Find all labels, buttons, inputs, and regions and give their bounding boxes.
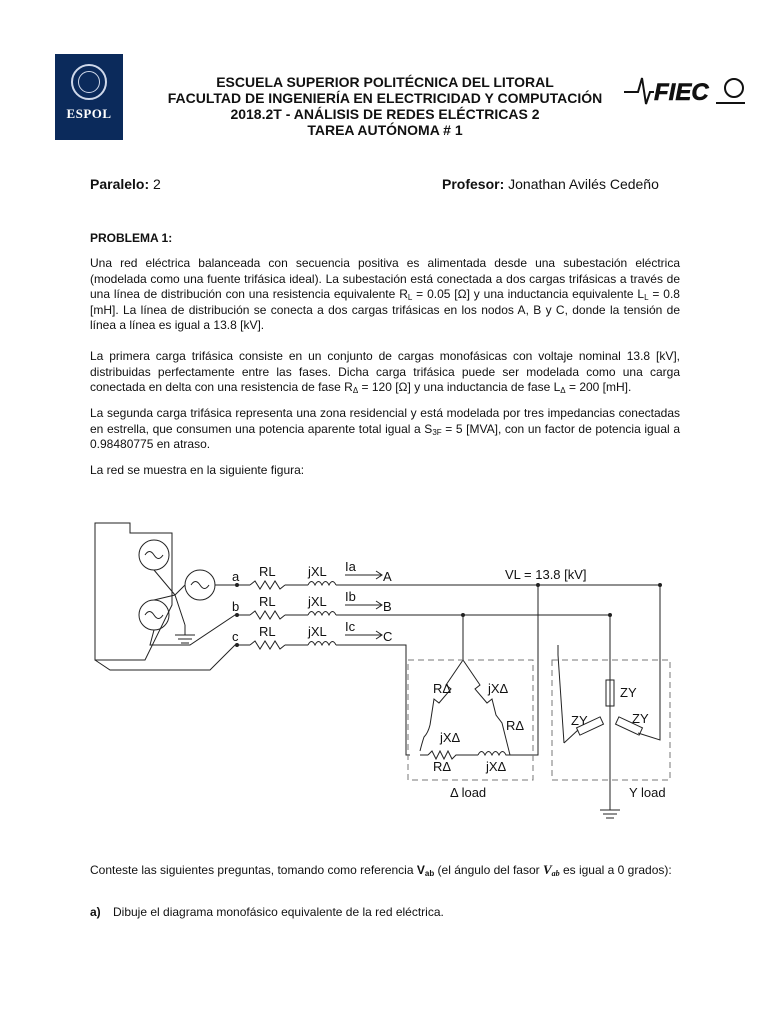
jxl-b-label: jXL [308, 594, 327, 609]
circuit-diagram [90, 505, 690, 825]
fiec-emblem-icon [725, 79, 743, 97]
rd-right-label: RΔ [506, 718, 525, 733]
question-a [90, 905, 444, 919]
zy-left-label: ZY [571, 713, 588, 728]
xl-a-inductor-icon [308, 582, 336, 586]
rd-bottom-label: RΔ [433, 759, 452, 774]
paralelo-value: 2 [153, 176, 161, 192]
jxd-left-label: jXΔ [440, 730, 461, 745]
xl-b-inductor-icon [308, 612, 336, 616]
header-course: 2018.2T - ANÁLISIS DE REDES ELÉCTRICAS 2 [230, 106, 540, 122]
rd-left-label: RΔ [433, 681, 452, 696]
vl-label: VL = 13.8 [kV] [505, 567, 587, 582]
rl-a-label: RL [259, 564, 276, 579]
rl-c-label: RL [259, 624, 276, 639]
ia-label: Ia [345, 559, 356, 574]
zy-right-label: ZY [632, 711, 649, 726]
node-b-label: b [232, 599, 240, 614]
problem-paragraph-4: La red se muestra en la siguiente figura: [90, 463, 305, 477]
espol-seal-icon [71, 64, 107, 100]
rl-b-resistor-icon [250, 611, 285, 619]
fiec-logo-text: FIEC [654, 79, 709, 106]
paralelo-label: Paralelo: [90, 176, 150, 192]
y-load-label: Y load [629, 785, 666, 800]
rl-a-resistor-icon [250, 581, 285, 589]
jxd-bottom-label: jXΔ [486, 759, 507, 774]
node-c-label: c [232, 629, 239, 644]
jxl-c-label: jXL [308, 624, 327, 639]
profesor-field [442, 176, 659, 192]
rl-b-label: RL [259, 594, 276, 609]
jxd-right-label: jXΔ [488, 681, 509, 696]
problem-title: PROBLEMA 1: [90, 231, 173, 245]
delta-bottom-resistor-icon [428, 751, 478, 759]
node-B-label: B [383, 599, 392, 614]
paralelo-field [90, 176, 161, 192]
ic-label: Ic [345, 619, 356, 634]
node-A-label: A [383, 569, 392, 584]
questions-intro: Conteste las siguientes preguntas, tomando como referencia $V_{ab}$ (el ángulo del fasor $V_{ab}$ es igual a 0 grados): [90, 862, 672, 878]
ib-label: Ib [345, 589, 356, 604]
delta-right-resistor-icon [463, 660, 510, 755]
profesor-value: Jonathan Avilés Cedeño [508, 176, 659, 192]
question-a-letter: a) [90, 905, 101, 919]
question-a-text: Dibuje el diagrama monofásico equivalente de la red eléctrica. [113, 905, 444, 919]
node-C-label: C [383, 629, 393, 644]
header-assignment: TAREA AUTÓNOMA # 1 [307, 122, 463, 138]
source-ground-icon [175, 625, 195, 643]
problem-paragraph-2: La primera carga trifásica consiste en un conjunto de cargas monofásicas con voltaje nominal 13.8 [kV], distribuidas perfectamente entre las fases. Dicha carga trifásica puede ser modelada como una carga conectada en delta con una resistencia de fase $R_\Delta = 120$ [Ω] y una inductancia de fase $L_\Delta = 200$ [mH]. [90, 349, 680, 395]
header-faculty: FACULTAD DE INGENIERÍA EN ELECTRICIDAD Y COMPUTACIÓN [167, 90, 603, 106]
rl-c-resistor-icon [250, 641, 285, 649]
zy-top-label: ZY [620, 685, 637, 700]
jxl-a-label: jXL [308, 564, 327, 579]
y-load-box [552, 660, 670, 780]
fiec-logo [624, 70, 746, 110]
xl-c-inductor-icon [308, 642, 336, 646]
document-header [130, 74, 640, 138]
espol-logo [55, 54, 123, 140]
espol-logo-text: ESPOL [66, 106, 112, 121]
delta-load-label: Δ load [450, 785, 487, 800]
problem-paragraph-1: Una red eléctrica balanceada con secuencia positiva es alimentada desde una subestación eléctrica (modelada como una fuente trifásica ideal). La subestación está conectada a dos cargas trifásicas a través de una línea de distribución con una resistencia equivalente $R_L = 0.05$ [Ω] y una inductancia equivalente $L_L = 0.8$ [mH]. La línea de distribución se conecta a dos cargas trifásicas en los nodos A, B y C, donde la tensión de línea a línea es igual a 13.8 [kV]. [90, 256, 680, 332]
node-a-label: a [232, 569, 240, 584]
header-institution: ESCUELA SUPERIOR POLITÉCNICA DEL LITORAL [216, 74, 554, 90]
profesor-label: Profesor: [442, 176, 505, 192]
problem-paragraph-3: La segunda carga trifásica representa una zona residencial y está modelada por tres impedancias conectadas en estrella, que consumen una potencia aparente total igual a $S_{3F} = 5$ [MVA], con un factor de potencia igual a 0.98480775 en atraso. [90, 406, 680, 451]
delta-bottom-inductor-icon [478, 752, 510, 756]
delta-left-inductor-icon [420, 725, 430, 751]
y-ground-icon [600, 805, 620, 818]
